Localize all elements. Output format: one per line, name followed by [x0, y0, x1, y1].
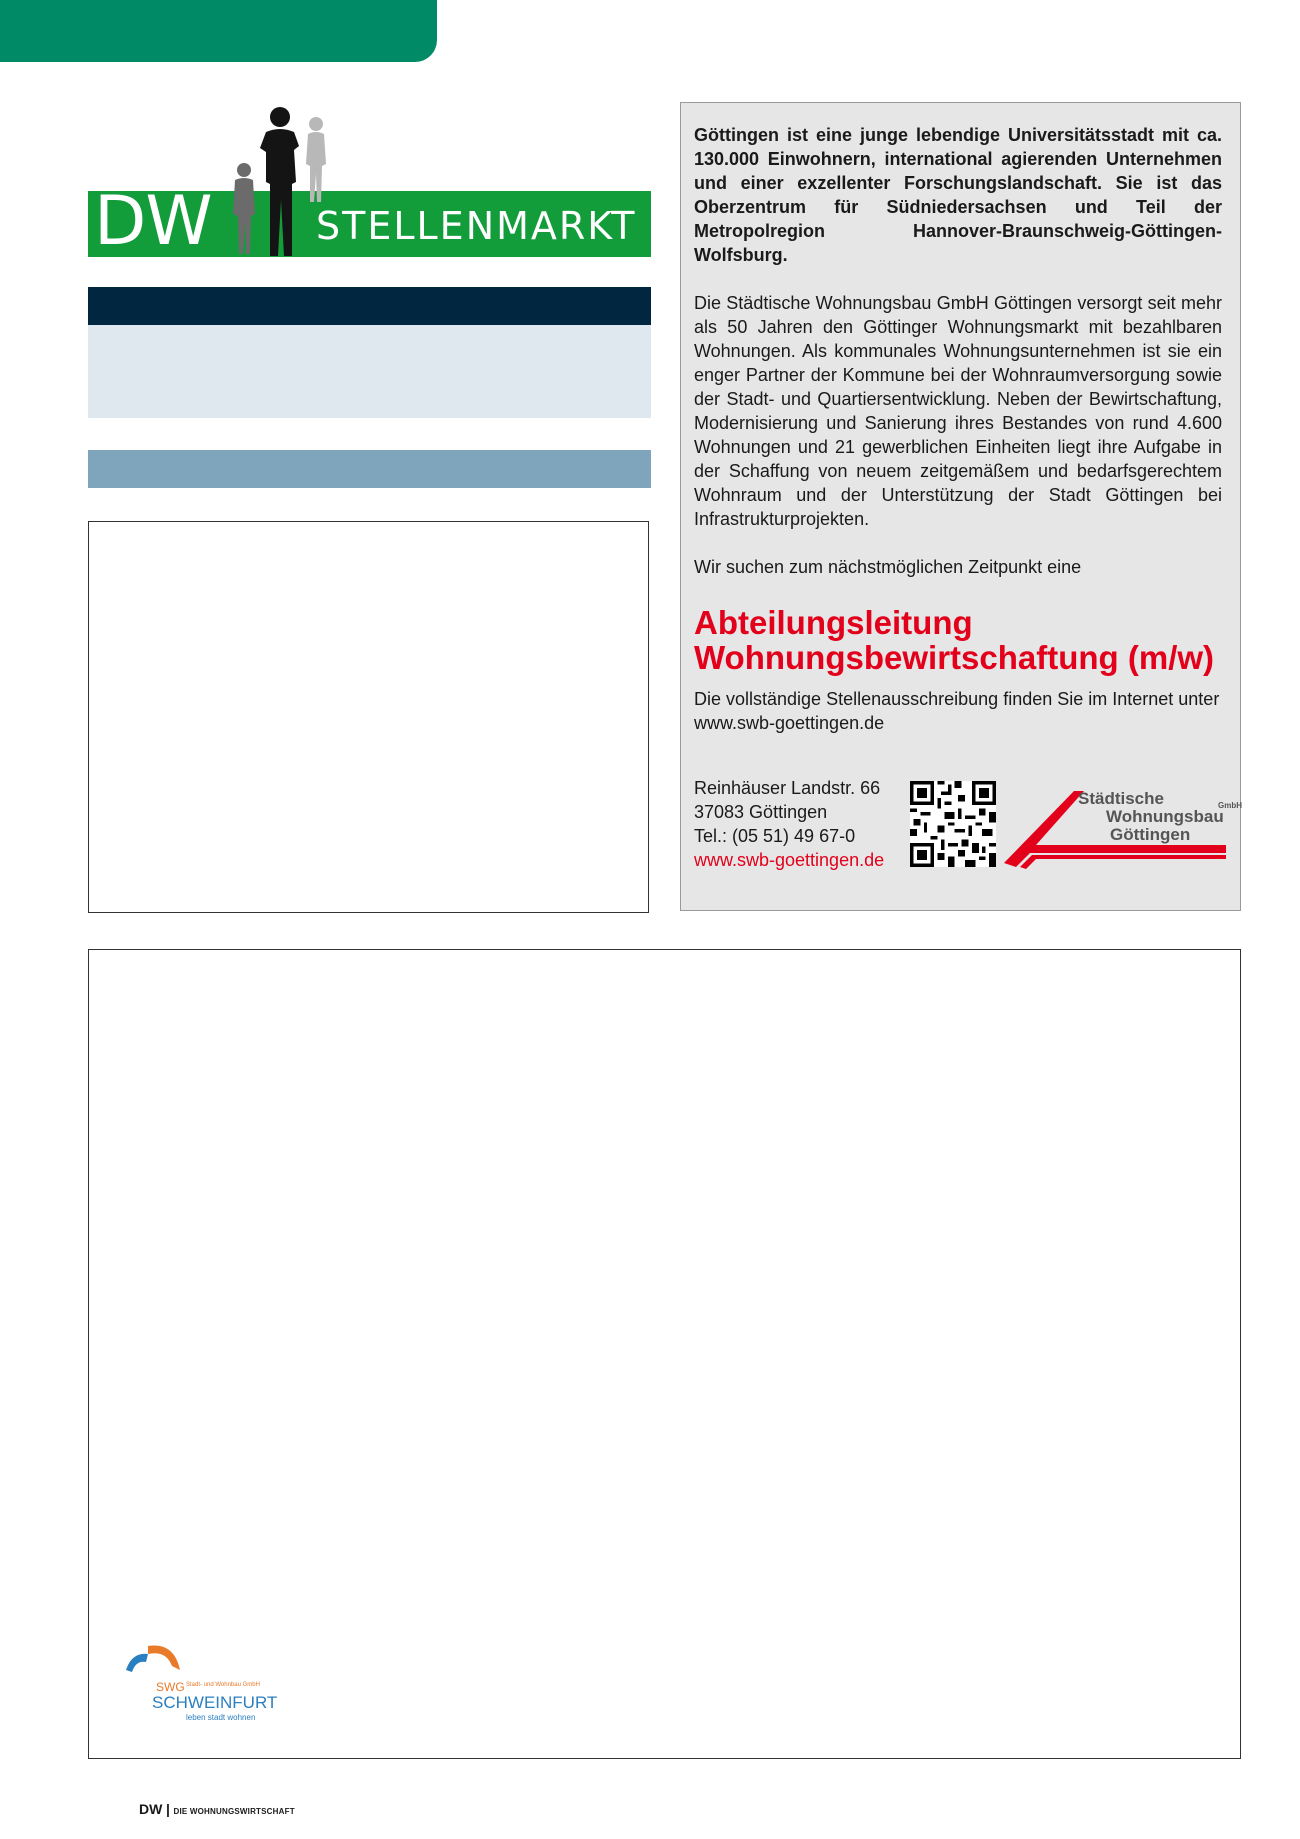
- ad-job-title: [694, 605, 1222, 675]
- address-city: 37083 Göttingen: [694, 802, 828, 822]
- qr-code-icon: [910, 781, 996, 867]
- ad-company-text: Die Städtische Wohnungsbau GmbH Göttingen versorgt seit mehr als 50 Jahren den Göttinger Wohnungsmarkt mit bezahlbaren Wohnungen. Als kommunales Wohnungsunternehmen ist sie ein enger Partner der Kommune bei der Wohnraumversorgung sowie der Stadt- und Quartiersentwicklung. Neben der Bewirtschaftung, Modernisierung und Sanierung ihres Bestandes von rund 4.600 Wohnungen und 21 gewerblichen Einheiten liegt ihre Aufgabe in der Schaffung von neuem zeitgemäßem und bedarfsgerechtem Wohnraum und der Unterstützung der Stadt Göttingen bei Infrastrukturprojekten.: [694, 293, 1222, 529]
- swg-tagline: leben stadt wohnen: [186, 1713, 256, 1722]
- header-tab-decoration: [0, 0, 437, 62]
- swg-city: SCHWEINFURT: [152, 1693, 278, 1712]
- logo-stellenmarkt-text: STELLENMARKT: [316, 204, 637, 248]
- footer-sep: |: [165, 1801, 170, 1817]
- swb-goettingen-logo: [1002, 783, 1242, 869]
- ad-search-text: Wir suchen zum nächstmöglichen Zeitpunkt eine: [694, 557, 1082, 577]
- ad-details-text: Die vollständige Stellenausschreibung finden Sie im Internet unter www.swb-goettingen.de: [694, 689, 1220, 733]
- address-phone: Tel.: (05 51) 49 67-0: [694, 826, 856, 846]
- address-street: Reinhäuser Landstr. 66: [694, 778, 881, 798]
- ad-address: [694, 776, 884, 872]
- swb-logo-line2: Wohnungsbau: [1106, 807, 1224, 826]
- dw-stellenmarkt-logo: [88, 104, 651, 261]
- empty-ad-box-left: [88, 521, 649, 913]
- swg-schweinfurt-logo: [122, 1640, 282, 1726]
- empty-ad-box-bottom: [88, 949, 1241, 1759]
- swg-arch-icon: [122, 1640, 192, 1682]
- swb-logo-line1: Städtische: [1078, 789, 1164, 808]
- ad-job-title-line2: Wohnungsbewirtschaftung (m/w): [694, 639, 1215, 676]
- footer-publication: DIE WOHNUNGSWIRTSCHAFT: [173, 1807, 295, 1816]
- job-ad-goettingen: [680, 102, 1241, 911]
- swg-company: Stadt- und Wohnbau GmbH: [186, 1682, 260, 1688]
- address-web-link[interactable]: www.swb-goettingen.de: [694, 850, 885, 870]
- footer-dw: DW: [139, 1801, 163, 1817]
- page-footer: [139, 1801, 295, 1817]
- swg-brand: SWG: [156, 1680, 185, 1694]
- mid-band: [88, 450, 651, 488]
- ad-job-title-line1: Abteilungsleitung: [694, 604, 973, 641]
- ad-intro-text: Göttingen ist eine junge lebendige Universitätsstadt mit ca. 130.000 Einwohnern, international agierenden Unternehmen und einer exzellenter Forschungslandschaft. Sie ist das Oberzentrum für Südniedersachsen und Teil der Metropolregion Hannover-Braunschweig-Göttingen-Wolfsburg.: [694, 125, 1222, 265]
- swb-logo-gmbh: GmbH: [1218, 801, 1242, 810]
- dark-band: [88, 287, 651, 325]
- logo-dw-text: DW: [94, 182, 212, 261]
- swb-logo-line3: Göttingen: [1110, 825, 1191, 844]
- light-band: [88, 325, 651, 418]
